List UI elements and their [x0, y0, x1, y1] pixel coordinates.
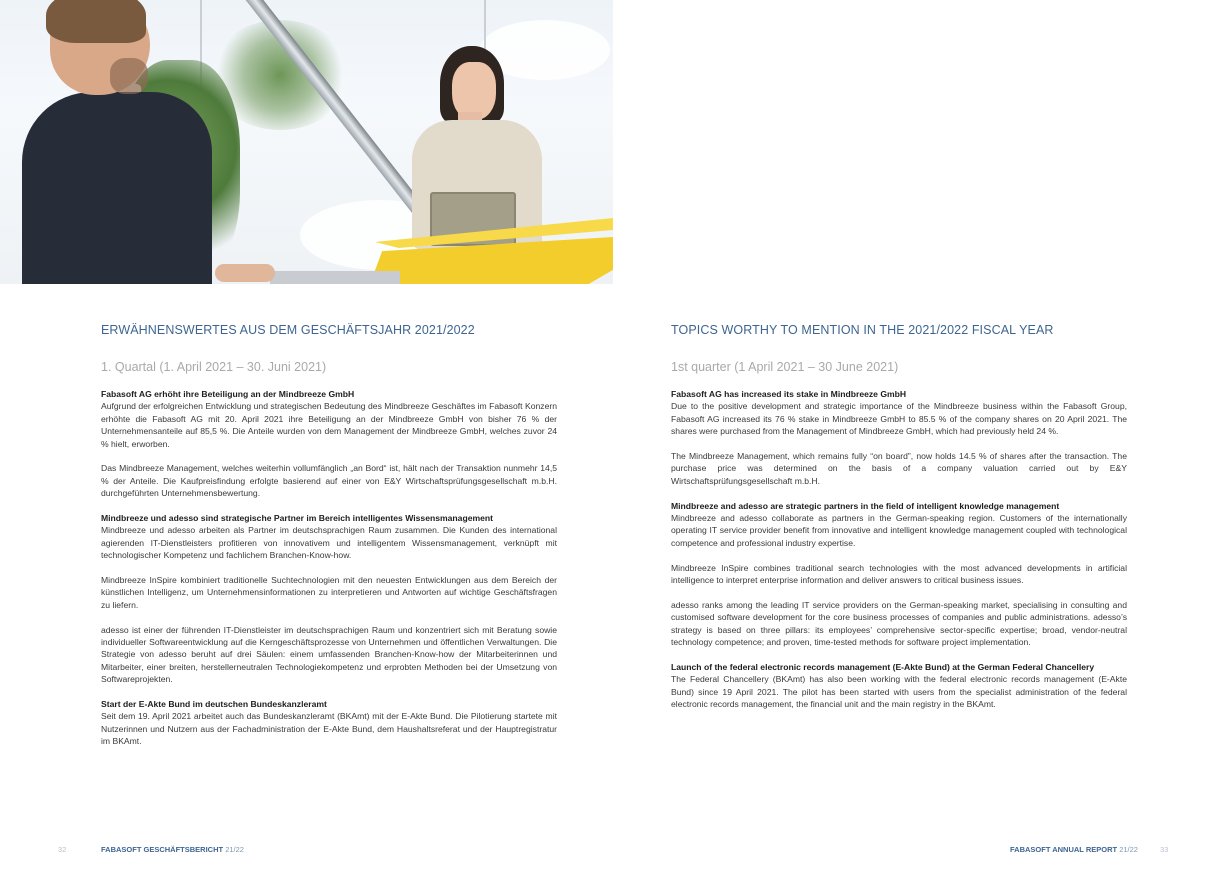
- paragraph: The Federal Chancellery (BKAmt) has also been working with the federal electronic records management (E-Akte Bund) since 19 April 2021. The pilot has been started with users from the specialist administration of the federal electronic records management, the financial unit and the main registry in the BKAmt.: [671, 674, 1127, 710]
- section-heading: Fabasoft AG erhöht ihre Beteiligung an der Mindbreeze GmbH: [101, 389, 355, 399]
- man-suit: [22, 92, 212, 284]
- paragraph: Mindbreeze and adesso collaborate as partners in the German-speaking region. Customers of the internationally operating IT service provider benefit from innovative and intelligent knowledge management coupled with technological competence and professional industry expertise.: [671, 513, 1127, 548]
- footer-title: [1010, 845, 1138, 854]
- footer-brand: FABASOFT ANNUAL REPORT: [1010, 845, 1118, 854]
- page-number: 32: [58, 845, 67, 854]
- paragraph: Mindbreeze InSpire kombiniert traditionelle Suchtechnologien mit den neuesten Entwicklungen aus dem Bereich der künstlichen Intelligenz, um Unternehmensinformationen zu interpretieren und Antworten auf wichtige Geschäftsfragen zu liefern.: [101, 575, 557, 610]
- body-text: [101, 388, 557, 760]
- paragraph: Aufgrund der erfolgreichen Entwicklung und strategischen Bedeutung des Mindbreeze Geschäftes im Fabasoft Konzern erhöhte die Fabasoft AG mit 20. April 2021 ihre Beteiligung an der Mindbreeze GmbH von bisher 76 % der Unternehmensanteile auf 85,5 %. Die Anteile wurden von dem Management der Mindbreeze GmbH, welches zuvor 24 % hielt, erworben.: [101, 401, 557, 449]
- paragraph: Das Mindbreeze Management, welches weiterhin vollumfänglich „an Bord“ ist, hält nach der Transaktion nunmehr 14,5 % der Anteile. Die Kaufpreisfindung erfolgte basierend auf einer von E&Y Wirtschaftsprüfungsgesellschaft m.b.H. durchgeführten Unternehmensbewertung.: [101, 463, 557, 499]
- paragraph: Seit dem 19. April 2021 arbeitet auch das Bundeskanzleramt (BKAmt) mit der E-Akte Bund. Die Pilotierung startete mit Nutzerinnen und Nutzern aus der Fachadministration der E-Akte Bund, dem Haushaltsreferat und der Hauptregistratur im BKAmt.: [101, 711, 557, 747]
- paragraph: adesso ranks among the leading IT service providers on the German-speaking market, specialising in consulting and customised software development for the core business processes of companies and public administrations. adesso’s strategy is based on three pillars: its employees’ comprehensive sector-specific expertise; broad, vendor-neutral technology competence; and proven, time-tested methods for software project implementation.: [671, 599, 1127, 648]
- quarter-subtitle: 1st quarter (1 April 2021 – 30 June 2021): [671, 360, 899, 374]
- paragraph: Due to the positive development and strategic importance of the Mindbreeze business within the Fabasoft Group, Fabasoft AG increased its 76 % stake in Mindbreeze GmbH to 85.5 % of the company shares on 20 April 2021. The shares were purchased from the Management of Mindbreeze GmbH, which had previously held 24 %.: [671, 401, 1127, 437]
- man-beard: [110, 58, 148, 94]
- man-hair: [46, 0, 146, 43]
- paragraph: Mindbreeze InSpire combines traditional search technologies with the most advanced developments in artificial intelligence to interpret enterprise information and deliver answers to critical business issues.: [671, 562, 1127, 586]
- section-title: ERWÄHNENSWERTES AUS DEM GESCHÄFTSJAHR 2021/2022: [101, 323, 475, 337]
- section-heading: Mindbreeze and adesso are strategic partners in the field of intelligent knowledge management: [671, 500, 1060, 511]
- section-heading: Start der E-Akte Bund im deutschen Bundeskanzleramt: [101, 699, 327, 710]
- quarter-subtitle: 1. Quartal (1. April 2021 – 30. Juni 2021): [101, 360, 327, 374]
- laptop-device: [270, 271, 400, 284]
- paragraph: The Mindbreeze Management, which remains fully “on board”, now holds 14.5 % of shares after the transaction. The purchase price was determined on the basis of a company valuation carried out by E&Y Wirtschaftsprüfungsgesellschaft m.b.H.: [671, 451, 1127, 486]
- paragraph: Mindbreeze und adesso arbeiten als Partner im deutschsprachigen Raum zusammen. Die Kunden des international agierenden IT-Dienstleisters profitieren von innovativem und intelligentem Wissensmanagement, verknüpft mit technologischer Kompetenz und fachlichem Branchen-Know-how.: [101, 525, 557, 561]
- footer-year: 21/22: [1119, 845, 1138, 854]
- footer-title: [101, 845, 244, 854]
- footer-year: 21/22: [225, 845, 244, 854]
- right-page: [614, 0, 1228, 869]
- man-hand: [215, 264, 275, 282]
- body-text: [671, 388, 1127, 723]
- page-number: 33: [1160, 845, 1169, 854]
- section-heading: Launch of the federal electronic records management (E-Akte Bund) at the German Federal Chancellery: [671, 661, 1095, 672]
- paragraph: adesso ist einer der führenden IT-Dienstleister im deutschsprachigen Raum und konzentriert sich mit Beratung sowie individueller Softwareentwicklung auf die Kerngeschäftsprozesse von Unternehmen und öffentlichen Verwaltungen. Die Strategie von adesso beruht auf drei Säulen: einem umfassenden Branchen-Know-how der Mitarbeiterinnen und Mitarbeiter, einer breiten, herstellerneutralen Technologiekompetenz und erprobten Methoden bei der Umsetzung von Softwareprojekten.: [101, 624, 557, 685]
- footer-brand: FABASOFT GESCHÄFTSBERICHT: [101, 845, 224, 854]
- section-heading: Fabasoft AG has increased its stake in Mindbreeze GmbH: [671, 389, 907, 399]
- business-meeting-photo: [0, 0, 613, 284]
- section-heading: Mindbreeze und adesso sind strategische Partner im Bereich intelligentes Wissensmanagement: [101, 513, 494, 524]
- section-title: TOPICS WORTHY TO MENTION IN THE 2021/2022 FISCAL YEAR: [671, 323, 1054, 337]
